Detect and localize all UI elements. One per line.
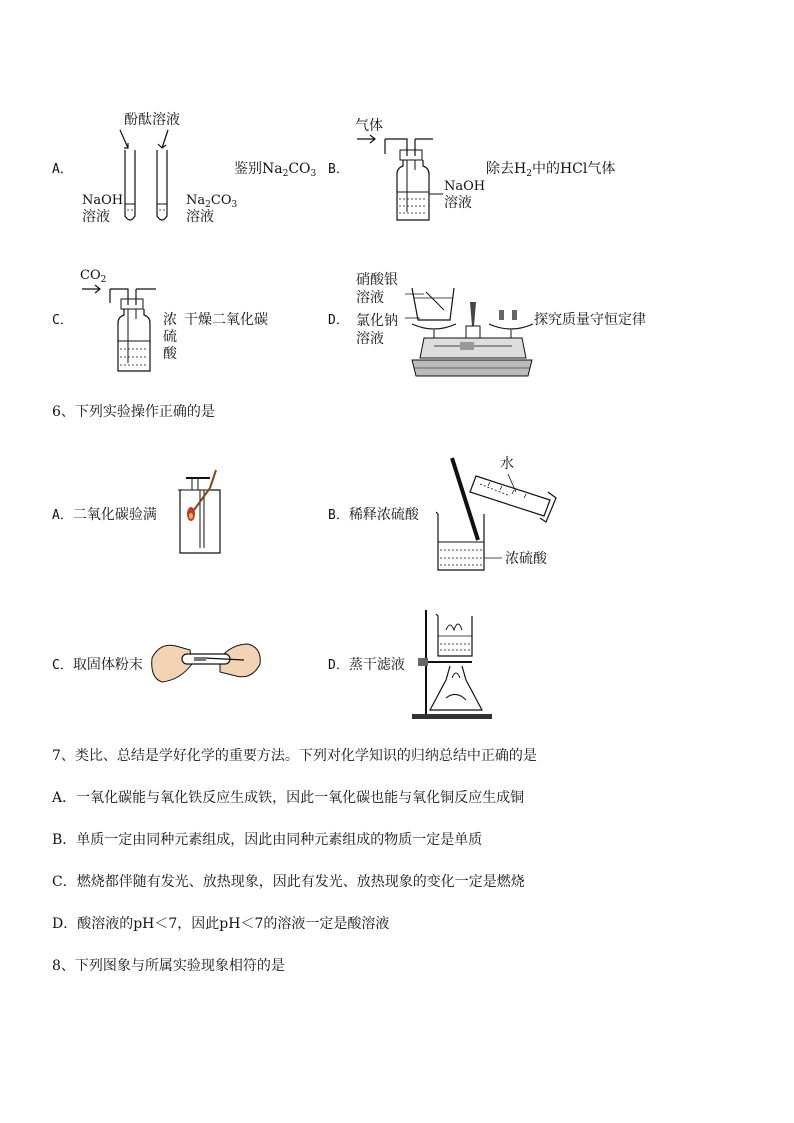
hands-with-test-tube-icon [150, 636, 262, 688]
q6-b-water-label: 水 [500, 456, 514, 472]
q5-b-letter: B． [328, 162, 349, 177]
q8-stem: 8、下列图象与所属实验现象相符的是 [52, 958, 285, 974]
q6-a-option [52, 507, 157, 524]
q6-d-text: 蒸干滤液 [348, 657, 405, 673]
q6-b-option [328, 507, 419, 524]
q7-option-d: D．酸溶液的pH＜7，因此pH＜7的溶液一定是酸溶液 [52, 916, 390, 932]
q5-a-letter: A． [52, 162, 73, 177]
gas-washing-bottle-icon [355, 134, 445, 224]
balance-scale-icon [404, 280, 534, 380]
q5-a-left-label-1: NaOH [82, 193, 124, 208]
q6-a-letter: A． [52, 508, 73, 523]
q7-option-b: B．单质一定由同种元素组成，因此由同种元素组成的物质一定是单质 [52, 832, 483, 848]
q6-a-text: 二氧化碳验满 [72, 507, 157, 523]
q5-c-drying-bottle-figure [80, 283, 162, 375]
gas-washing-bottle-icon [80, 283, 162, 375]
q6-stem: 6、下列实验操作正确的是 [52, 404, 215, 420]
test-tubes-icon [110, 128, 190, 228]
q5-d-letter: D． [328, 313, 349, 328]
q6-c-option [52, 657, 143, 674]
q5-a-purpose: 鉴别$Na_2CO_3$ [234, 161, 317, 179]
gas-bottle-with-match-icon [170, 468, 240, 558]
q5-d-label-1a: 硝酸银 [356, 272, 398, 288]
q5-d-purpose: 探究质量守恒定律 [534, 312, 646, 328]
q5-b-reagent-2: 溶液 [444, 195, 472, 211]
q5-c-purpose: 干燥二氧化碳 [184, 312, 268, 328]
q5-a-right-label-1: $Na_2CO_3$ [186, 193, 238, 210]
q6-c-text: 取固体粉末 [72, 657, 143, 673]
q5-a-right-label-2: 溶液 [186, 209, 214, 225]
q6-b-acid-label: 浓硫酸 [505, 551, 547, 567]
q5-a-top-label: 酚酞溶液 [124, 112, 180, 128]
q6-b-text: 稀释浓硫酸 [348, 507, 419, 523]
q5-c-letter: C． [52, 313, 73, 328]
q5-a-left-label-2: 溶液 [82, 209, 110, 225]
q5-c-gas-label: $CO_2$ [80, 268, 107, 285]
q5-d-balance-figure [404, 280, 534, 380]
q5-d-label-2a: 氯化钠 [356, 313, 398, 329]
q6-c-figure [150, 636, 262, 688]
q5-b-gas-label: 气体 [355, 118, 383, 134]
q5-b-reagent-1: NaOH [444, 179, 486, 194]
q5-d-label-2b: 溶液 [356, 331, 384, 347]
q6-d-letter: D． [328, 658, 349, 673]
q6-d-figure [406, 606, 498, 722]
evaporating-dish-setup-icon [406, 606, 498, 722]
q6-b-letter: B． [328, 508, 349, 523]
q5-b-purpose: 除去$H_2$中的HCl气体 [486, 161, 616, 179]
q7-stem: 7、类比、总结是学好化学的重要方法。下列对化学知识的归纳总结中正确的是 [52, 748, 537, 764]
q5-d-label-1b: 溶液 [356, 290, 384, 306]
q5-c-reagent: 浓硫酸 [163, 312, 177, 362]
q5-b-gas-washing-bottle-figure [355, 134, 445, 224]
q6-a-figure [170, 468, 240, 558]
q7-option-a: A．一氧化碳能与氧化铁反应生成铁，因此一氧化碳也能与氧化铜反应生成铜 [52, 790, 525, 806]
q6-c-letter: C． [52, 658, 73, 673]
q7-option-c: C．燃烧都伴随有发光、放热现象，因此有发光、放热现象的变化一定是燃烧 [52, 874, 525, 890]
q6-d-option [328, 657, 405, 674]
q5-a-test-tubes-figure [110, 128, 190, 228]
